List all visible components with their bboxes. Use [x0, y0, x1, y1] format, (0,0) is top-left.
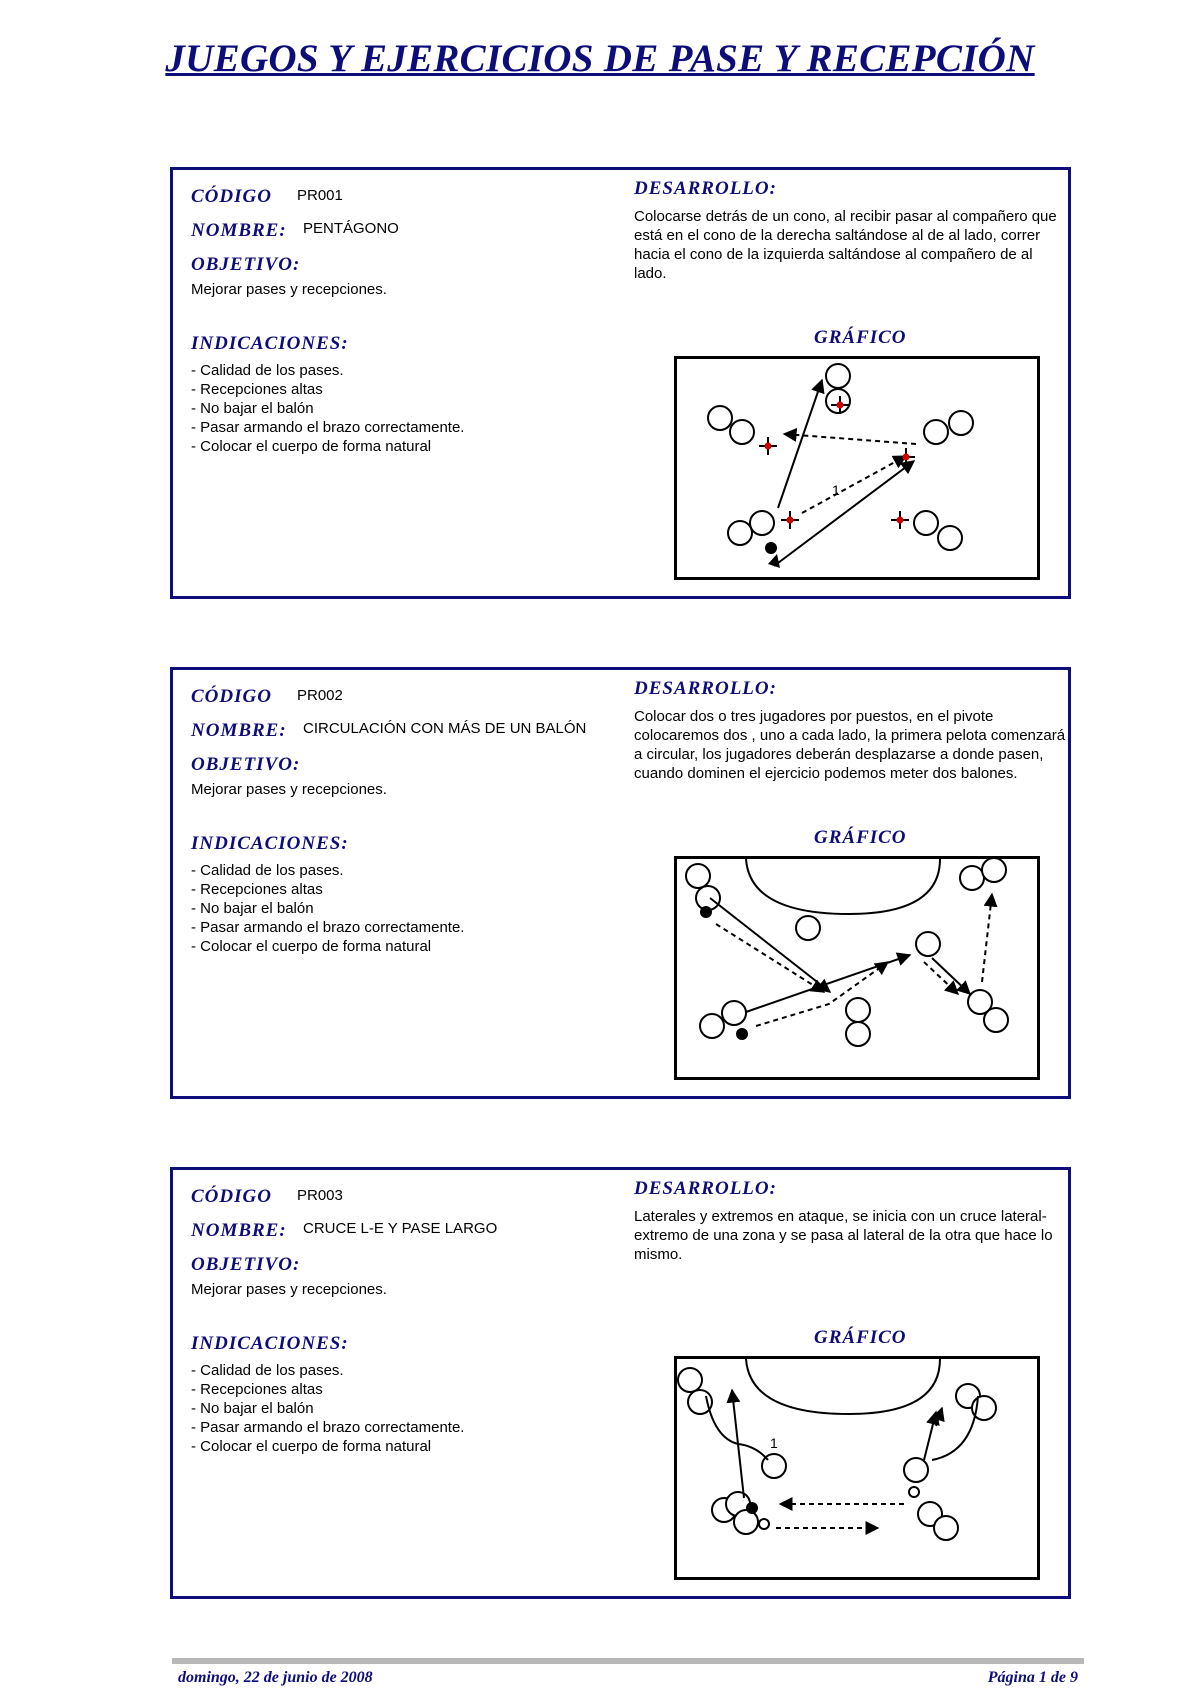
list-item: - Pasar armando el brazo correctamente.	[191, 919, 465, 936]
list-item: - Calidad de los pases.	[191, 1362, 344, 1379]
grafico-label: GRÁFICO	[814, 827, 907, 848]
list-item: - Recepciones altas	[191, 381, 323, 398]
indicaciones-list	[191, 361, 464, 456]
objetivo-value: Mejorar pases y recepciones.	[191, 1281, 387, 1298]
diagram-cruce	[674, 1356, 1040, 1580]
list-item: - Colocar el cuerpo de forma natural	[191, 938, 432, 955]
indicaciones-label: INDICACIONES:	[191, 333, 349, 354]
footer-date: domingo, 22 de junio de 2008	[178, 1669, 373, 1686]
exercise-card-pr002	[170, 667, 1071, 1099]
codigo-value: PR003	[297, 1187, 343, 1204]
list-item: - Recepciones altas	[191, 1381, 323, 1398]
footer-divider	[172, 1658, 1084, 1664]
list-item: - No bajar el balón	[191, 1400, 314, 1417]
list-item: - Calidad de los pases.	[191, 362, 344, 379]
nombre-label: NOMBRE:	[191, 720, 287, 741]
indicaciones-label: INDICACIONES:	[191, 1333, 349, 1354]
list-item: - Colocar el cuerpo de forma natural	[191, 438, 432, 455]
indicaciones-label: INDICACIONES:	[191, 833, 349, 854]
exercise-card-pr001	[170, 167, 1071, 599]
objetivo-label: OBJETIVO:	[191, 754, 301, 775]
codigo-value: PR001	[297, 187, 343, 204]
list-item: - Recepciones altas	[191, 881, 323, 898]
indicaciones-list	[191, 861, 464, 956]
desarrollo-label: DESARROLLO:	[634, 178, 777, 199]
list-item: - Calidad de los pases.	[191, 862, 344, 879]
desarrollo-text: Colocarse detrás de un cono, al recibir pasar al compañero que está en el cono de la derecha saltándose al de al lado, correr hacia el cono de la izquierda saltándose al compañero de al lado.	[634, 208, 1057, 282]
nombre-value: CRUCE L-E Y PASE LARGO	[303, 1220, 498, 1237]
list-item: - Pasar armando el brazo correctamente.	[191, 419, 465, 436]
diagram-number-label: 1	[770, 1435, 778, 1451]
list-item: - Colocar el cuerpo de forma natural	[191, 1438, 432, 1455]
grafico-label: GRÁFICO	[814, 1327, 907, 1348]
objetivo-label: OBJETIVO:	[191, 1254, 301, 1275]
objetivo-value: Mejorar pases y recepciones.	[191, 781, 387, 798]
desarrollo-text: Colocar dos o tres jugadores por puestos, en el pivote colocaremos dos , uno a cada lado, la primera pelota comenzará a circular, los jugadores deberán desplazarse a donde pasen, cuando dominen el ejercicio podemos meter dos balones.	[634, 708, 1066, 782]
list-item: - No bajar el balón	[191, 400, 314, 417]
nombre-value: CIRCULACIÓN CON MÁS DE UN BALÓN	[303, 720, 587, 737]
diagram-number-label: 1	[832, 482, 840, 498]
objetivo-label: OBJETIVO:	[191, 254, 301, 275]
objetivo-value: Mejorar pases y recepciones.	[191, 281, 387, 298]
desarrollo-label: DESARROLLO:	[634, 1178, 777, 1199]
codigo-label: CÓDIGO	[191, 1186, 272, 1207]
desarrollo-text: Laterales y extremos en ataque, se inicia con un cruce lateral-extremo de una zona y se pasa al lateral de la otra que hace lo mismo.	[634, 1208, 1053, 1263]
grafico-label: GRÁFICO	[814, 327, 907, 348]
indicaciones-list	[191, 1361, 464, 1456]
list-item: - No bajar el balón	[191, 900, 314, 917]
nombre-label: NOMBRE:	[191, 220, 287, 241]
diagram-pentagono	[674, 356, 1040, 580]
diagram-circulacion	[674, 856, 1040, 1080]
codigo-label: CÓDIGO	[191, 686, 272, 707]
nombre-label: NOMBRE:	[191, 1220, 287, 1241]
codigo-value: PR002	[297, 687, 343, 704]
nombre-value: PENTÁGONO	[303, 220, 399, 237]
footer-page-number: Página 1 de 9	[987, 1669, 1078, 1686]
page-title: JUEGOS Y EJERCICIOS DE PASE Y RECEPCIÓN	[165, 37, 1035, 80]
desarrollo-label: DESARROLLO:	[634, 678, 777, 699]
codigo-label: CÓDIGO	[191, 186, 272, 207]
exercise-card-pr003	[170, 1167, 1071, 1599]
list-item: - Pasar armando el brazo correctamente.	[191, 1419, 465, 1436]
